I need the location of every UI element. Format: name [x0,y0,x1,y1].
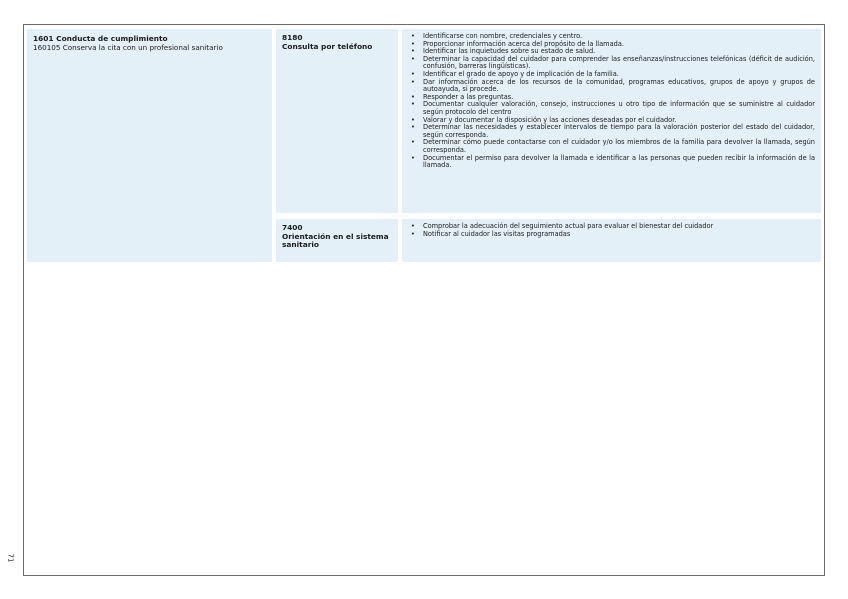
activity-item: • Identificarse con nombre, credenciales y centro. [410,33,815,41]
activity-item: • Dar información acerca de los recursos de la comunidad, programas educativos, grupos de apoyo y grupos de autoayuda, si procede. [410,79,815,94]
activity-item: • Valorar y documentar la disposición y las acciones deseadas por el cuidador. [410,117,815,125]
intervention-name: Consulta por teléfono [282,41,373,51]
activity-item: • Identificar las inquietudes sobre su estado de salud. [410,48,815,56]
activity-item: • Determinar cómo puede contactarse con el cuidador y/o los miembros de la familia para devolver la llamada, según corresponda. [410,139,815,154]
page-number: 71 [6,553,15,563]
intervention-code: 7400 [282,223,303,232]
intervention-code: 8180 [282,33,303,42]
intervention-8180-cell [276,29,398,213]
activity-item: • Documentar cualquier valoración, consejo, instrucciones u otro tipo de información que se suministre al cuidador según protocolo del centro [410,101,815,116]
activity-item: • Determinar las necesidades y establecer intervalos de tiempo para la valoración posterior del estado del cuidador, según corresponda. [410,124,815,139]
outcome-indicator: 160105 Conserva la cita con un profesional sanitario [33,43,223,52]
activity-list [410,33,815,170]
outcome-cell [27,29,272,262]
outcome-title: 1601 Conducta de cumplimiento [33,34,168,43]
intervention-name: Orientación en el sistema sanitario [282,231,389,249]
activity-list [410,223,815,238]
activity-item: • Proporcionar información acerca del propósito de la llamada. [410,41,815,49]
activity-item: • Determinar la capacidad del cuidador para comprender las enseñanzas/instrucciones telefónicas (déficit de audición, confusión, barreras lingüísticas). [410,56,815,71]
activity-item: • Responder a las preguntas. [410,94,815,102]
activities-8180-cell [402,29,821,213]
intervention-7400-cell [276,219,398,262]
activities-7400-cell [402,219,821,262]
activity-item: • Documentar el permiso para devolver la llamada e identificar a las personas que pueden recibir la información de la llamada. [410,155,815,170]
activity-item: • Comprobar la adecuación del seguimiento actual para evaluar el bienestar del cuidador [410,223,815,231]
activity-item: • Identificar el grado de apoyo y de implicación de la familia. [410,71,815,79]
activity-item: • Notificar al cuidador las visitas programadas [410,231,815,239]
